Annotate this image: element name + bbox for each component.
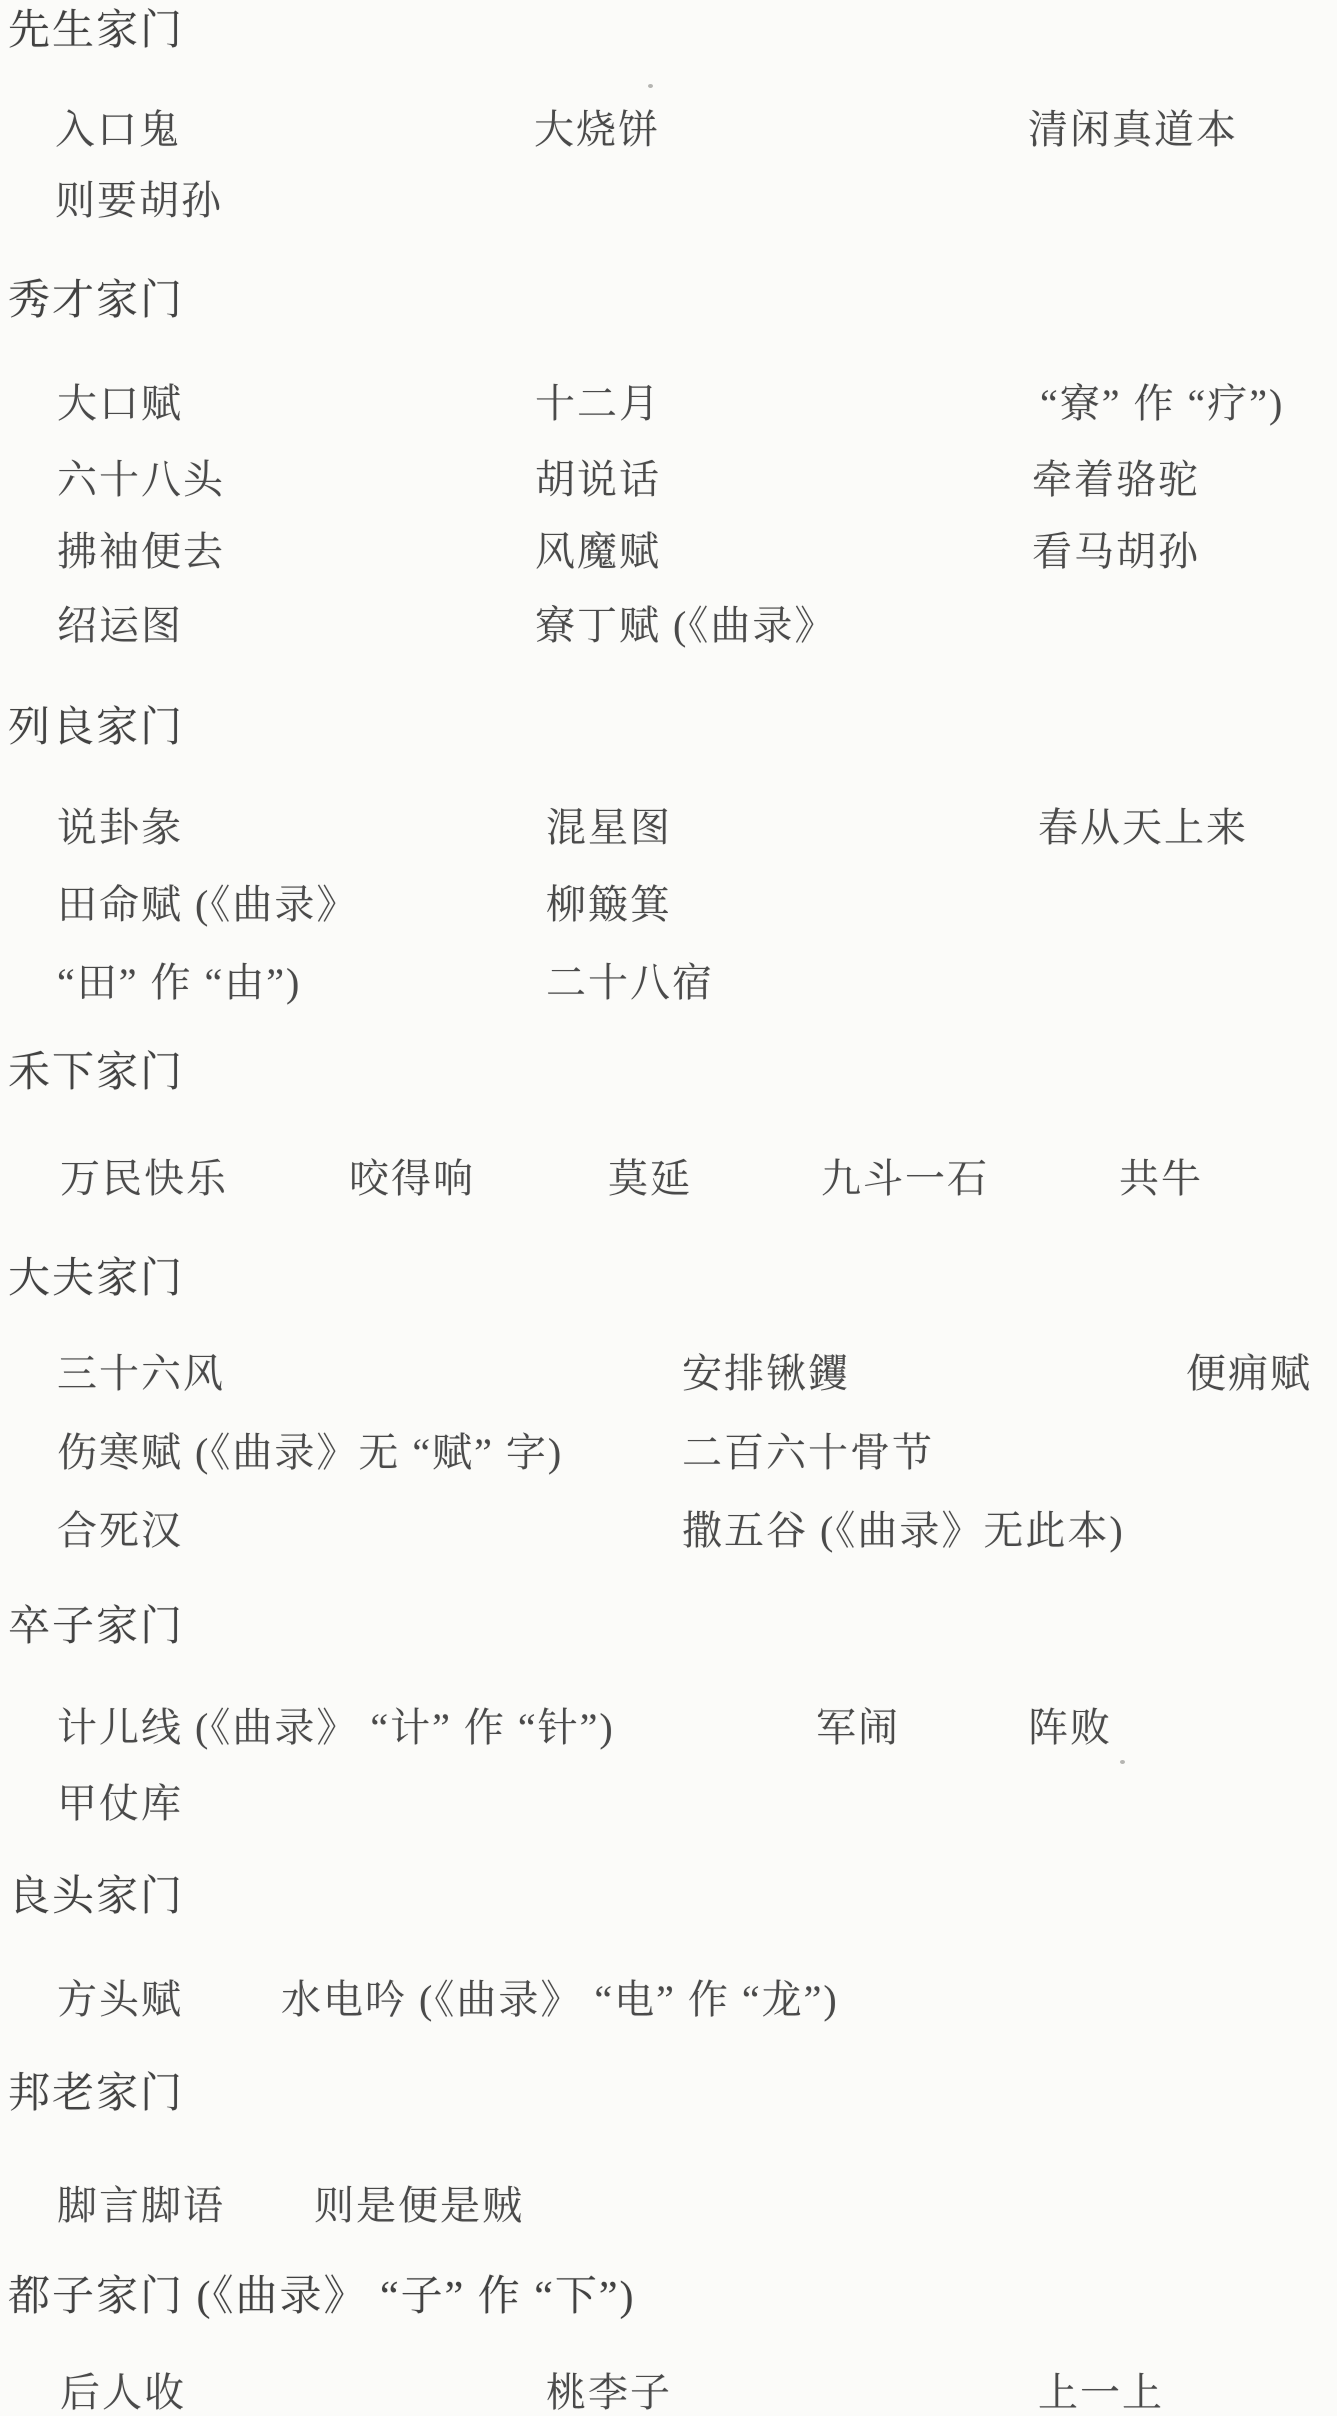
entry-lieliang-jiamen-r1c1: 说卦彖 xyxy=(57,805,183,850)
entry-lieliang-jiamen-r3c2: 二十八宿 xyxy=(546,960,714,1005)
entry-zuzi-jiamen-r1c1: 计儿线 (《曲录》 “计” 作 “针”) xyxy=(57,1705,615,1750)
scan-speck-1 xyxy=(648,84,653,88)
entry-zuzi-jiamen-r1c3: 阵败 xyxy=(1028,1705,1112,1750)
entry-hexia-jiamen-r1c3: 莫延 xyxy=(608,1156,692,1201)
section-heading-xiucai-jiamen: 秀才家门 xyxy=(8,278,185,324)
entry-dafu-jiamen-r3c1: 合死汉 xyxy=(57,1508,183,1553)
entry-dafu-jiamen-r3c2: 撒五谷 (《曲录》无此本) xyxy=(682,1508,1125,1553)
entry-xiucai-jiamen-r3c2: 风魔赋 xyxy=(535,529,661,574)
entry-duzi-jiamen-r1c1: 后人收 xyxy=(60,2370,186,2415)
section-heading-liangtou-jiamen: 良头家门 xyxy=(8,1874,185,1920)
entry-xiucai-jiamen-r4c1: 绍运图 xyxy=(57,603,183,648)
entry-xiucai-jiamen-r4c2: 寮丁赋 (《曲录》 xyxy=(535,603,837,648)
section-heading-duzi-jiamen: 都子家门 (《曲录》 “子” 作 “下”) xyxy=(8,2274,636,2320)
entry-liangtou-jiamen-r1c1: 方头赋 xyxy=(57,1977,183,2022)
entry-hexia-jiamen-r1c4: 九斗一石 xyxy=(821,1156,989,1201)
entry-xiucai-jiamen-r2c1: 六十八头 xyxy=(57,457,225,502)
entry-liangtou-jiamen-r1c2: 水电吟 (《曲录》 “电” 作 “龙”) xyxy=(281,1977,839,2022)
section-heading-xiansheng-jiamen: 先生家门 xyxy=(8,8,185,54)
section-heading-banglao-jiamen: 邦老家门 xyxy=(8,2071,185,2117)
entry-hexia-jiamen-r1c5: 共牛 xyxy=(1119,1156,1203,1201)
entry-xiansheng-jiamen-r1c2: 大烧饼 xyxy=(534,107,660,152)
entry-banglao-jiamen-r1c2: 则是便是贼 xyxy=(314,2183,524,2228)
entry-xiansheng-jiamen-r1c3: 清闲真道本 xyxy=(1028,107,1238,152)
entry-banglao-jiamen-r1c1: 脚言脚语 xyxy=(57,2183,225,2228)
entry-zuzi-jiamen-r2c1: 甲仗库 xyxy=(57,1781,183,1826)
section-heading-dafu-jiamen: 大夫家门 xyxy=(8,1256,185,1302)
entry-xiucai-jiamen-r1c2: 十二月 xyxy=(535,381,661,426)
entry-xiansheng-jiamen-r2c1: 则要胡孙 xyxy=(55,178,223,223)
entry-xiucai-jiamen-r1c1: 大口赋 xyxy=(57,381,183,426)
section-heading-lieliang-jiamen: 列良家门 xyxy=(8,705,185,751)
entry-lieliang-jiamen-r1c3: 春从天上来 xyxy=(1038,805,1248,850)
entry-dafu-jiamen-r1c1: 三十六风 xyxy=(57,1351,225,1396)
entry-zuzi-jiamen-r1c2: 军闹 xyxy=(816,1705,900,1750)
scan-speck-2 xyxy=(1120,1760,1125,1764)
section-heading-zuzi-jiamen: 卒子家门 xyxy=(8,1604,185,1650)
entry-xiucai-jiamen-r3c1: 拂袖便去 xyxy=(57,529,225,574)
entry-xiansheng-jiamen-r1c1: 入口鬼 xyxy=(55,107,181,152)
entry-lieliang-jiamen-r3c1: “田” 作 “由”) xyxy=(57,960,302,1005)
entry-lieliang-jiamen-r2c1: 田命赋 (《曲录》 xyxy=(57,882,359,927)
entry-dafu-jiamen-r1c2: 安排锹钁 xyxy=(682,1351,850,1396)
entry-hexia-jiamen-r1c1: 万民快乐 xyxy=(60,1156,228,1201)
entry-dafu-jiamen-r2c1: 伤寒赋 (《曲录》无 “赋” 字) xyxy=(57,1430,564,1475)
entry-dafu-jiamen-r2c2: 二百六十骨节 xyxy=(682,1430,934,1475)
entry-duzi-jiamen-r1c3: 上一上 xyxy=(1038,2370,1164,2415)
entry-hexia-jiamen-r1c2: 咬得响 xyxy=(349,1156,475,1201)
entry-xiucai-jiamen-r1c3: “寮” 作 “疗”) xyxy=(1040,381,1285,426)
entry-lieliang-jiamen-r1c2: 混星图 xyxy=(546,805,672,850)
entry-duzi-jiamen-r1c2: 桃李子 xyxy=(546,2370,672,2415)
entry-xiucai-jiamen-r2c3: 牵着骆驼 xyxy=(1032,457,1200,502)
entry-dafu-jiamen-r1c3: 便痈赋 xyxy=(1186,1351,1312,1396)
section-heading-hexia-jiamen: 禾下家门 xyxy=(8,1050,185,1096)
entry-lieliang-jiamen-r2c2: 柳簸箕 xyxy=(546,882,672,927)
entry-xiucai-jiamen-r2c2: 胡说话 xyxy=(535,457,661,502)
entry-xiucai-jiamen-r3c3: 看马胡孙 xyxy=(1032,529,1200,574)
